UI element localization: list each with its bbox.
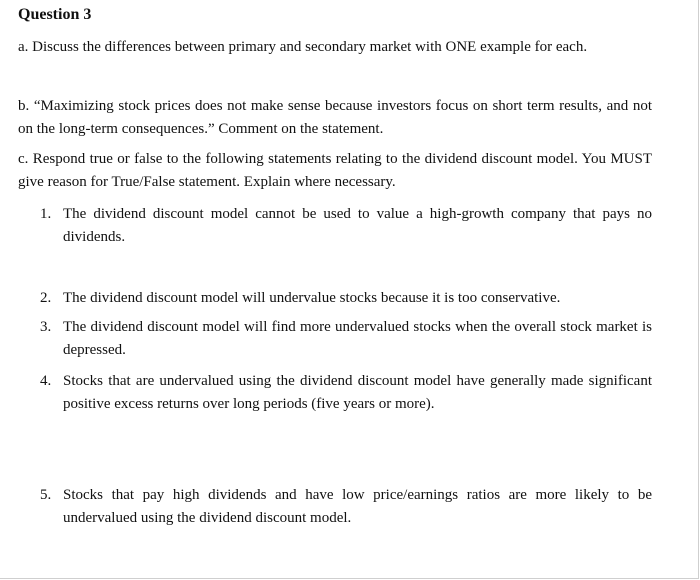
statement-number: 2. [40, 290, 52, 306]
statement-number: 4. [40, 373, 52, 389]
statement-item-3 [40, 316, 652, 362]
part-c-text: c. Respond true or false to the following statements relating to the dividend discount model. You MUST give reason for True/False statement. Explain where necessary. [18, 151, 652, 190]
statement-text: The dividend discount model cannot be used to value a high-growth company that pays no dividends. [63, 206, 652, 245]
statement-item-1 [40, 203, 652, 249]
statement-text: Stocks that pay high dividends and have low price/earnings ratios are more likely to be undervalued using the dividend discount model. [63, 487, 652, 526]
statement-text: Stocks that are undervalued using the dividend discount model have generally made significant positive excess returns over long periods (five years or more). [63, 373, 652, 412]
statement-item-4 [40, 370, 652, 416]
statement-number: 5. [40, 487, 52, 503]
statement-text: The dividend discount model will find more undervalued stocks when the overall stock market is depressed. [63, 319, 652, 358]
part-b-text: b. “Maximizing stock prices does not make sense because investors focus on short term results, and not on the long-term consequences.” Comment on the statement. [18, 98, 652, 137]
statement-item-5 [40, 484, 652, 530]
statement-number: 1. [40, 206, 52, 222]
statement-number: 3. [40, 319, 52, 335]
statement-item-2 [40, 287, 652, 310]
part-a-text: a. Discuss the differences between primary and secondary market with ONE example for each. [18, 39, 588, 55]
question-title: Question 3 [18, 6, 92, 23]
statement-text: The dividend discount model will undervalue stocks because it is too conservative. [63, 290, 561, 306]
